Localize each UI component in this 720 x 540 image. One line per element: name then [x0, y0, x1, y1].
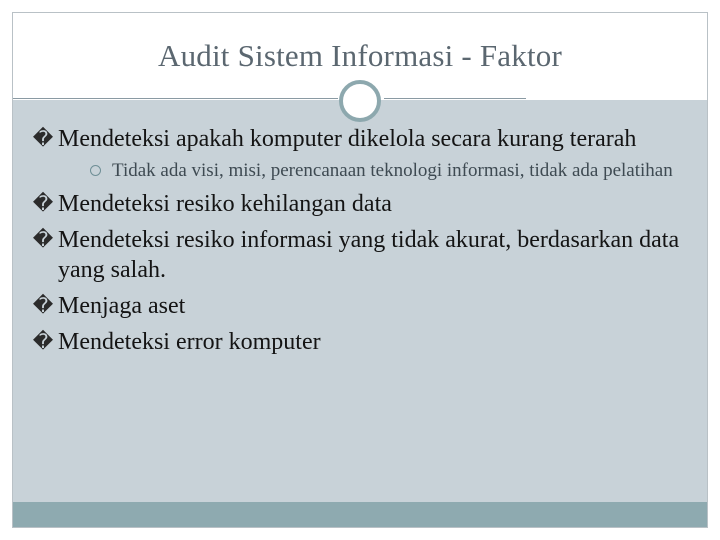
bullet-item-4: [32, 291, 692, 321]
bullet-text: Mendeteksi error komputer: [58, 329, 321, 355]
bullet-text: Menjaga aset: [58, 293, 186, 319]
bullet-list: [32, 124, 692, 357]
replacement-char-icon: �: [32, 329, 54, 353]
bullet-text: Mendeteksi resiko kehilangan data: [58, 191, 392, 217]
bullet-item-5: [32, 327, 692, 357]
divider-line-right: [384, 98, 526, 99]
sub-bullet-item: [90, 160, 692, 181]
replacement-char-icon: �: [32, 126, 54, 150]
sub-bullet-text: Tidak ada visi, misi, perencanaan teknologi informasi, tidak ada pelatihan: [112, 160, 673, 181]
replacement-char-icon: �: [32, 227, 54, 251]
bullet-text: Mendeteksi apakah komputer dikelola secara kurang terarah: [58, 126, 637, 152]
replacement-char-icon: �: [32, 191, 54, 215]
bullet-text: Mendeteksi resiko informasi yang tidak akurat, berdasarkan data yang salah.: [58, 227, 680, 283]
bullet-item-1: [32, 124, 692, 154]
divider-line-left: [13, 98, 338, 99]
circle-bullet-icon: [90, 165, 101, 176]
footer-bar: [13, 502, 707, 527]
bullet-item-2: [32, 189, 692, 219]
page-title: Audit Sistem Informasi - Faktor: [158, 38, 562, 73]
bullet-item-3: [32, 225, 692, 285]
replacement-char-icon: �: [32, 293, 54, 317]
ring-icon: [339, 80, 381, 122]
